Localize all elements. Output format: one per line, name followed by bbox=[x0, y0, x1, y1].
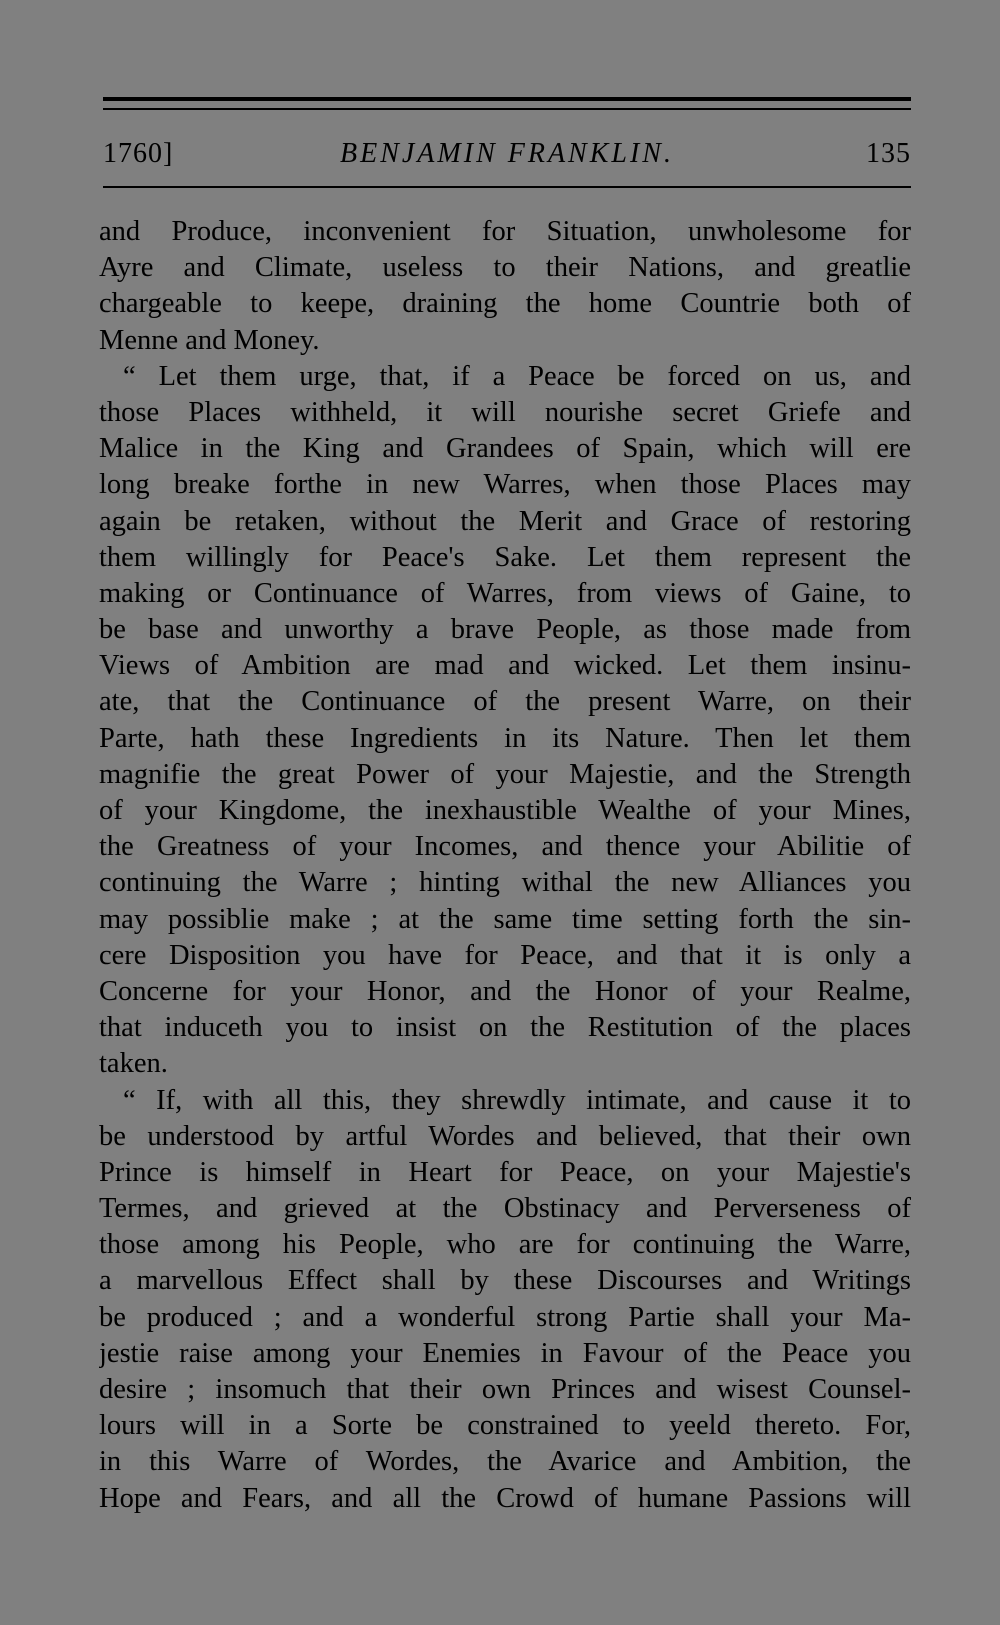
text-line: Termes, and grieved at the Obstinacy and Perverseness of bbox=[99, 1193, 911, 1225]
text-line: long breake forthe in new Warres, when those Places may bbox=[99, 469, 911, 501]
text-line: be produced ; and a wonderful strong Partie shall your Ma- bbox=[99, 1301, 911, 1333]
text-line: ate, that the Continuance of the present Warre, on their bbox=[99, 686, 911, 718]
text-line: be understood by artful Wordes and believed, that their own bbox=[99, 1120, 911, 1152]
text-line: Parte, hath these Ingredients in its Nature. Then let them bbox=[99, 722, 911, 754]
text-line: cere Disposition you have for Peace, and that it is only a bbox=[99, 939, 911, 971]
text-line: those among his People, who are for continuing the Warre, bbox=[99, 1229, 911, 1261]
running-head bbox=[103, 134, 911, 174]
running-head-year: 1760] bbox=[103, 138, 174, 169]
text-line: taken. bbox=[99, 1048, 168, 1080]
text-line: lours will in a Sorte be constrained to yeeld thereto. For, bbox=[99, 1410, 911, 1442]
text-line: making or Continuance of Warres, from views of Gaine, to bbox=[99, 577, 911, 609]
running-head-title: BENJAMIN FRANKLIN. bbox=[340, 138, 674, 169]
text-line: “ If, with all this, they shrewdly intimate, and cause it to bbox=[123, 1084, 911, 1116]
text-line: in this Warre of Wordes, the Avarice and Ambition, the bbox=[99, 1446, 911, 1478]
text-line: them willingly for Peace's Sake. Let them represent the bbox=[99, 541, 911, 573]
text-line: Views of Ambition are mad and wicked. Let them insinu- bbox=[99, 650, 911, 682]
text-line: continuing the Warre ; hinting withal the new Alliances you bbox=[99, 867, 911, 899]
text-line: magnifie the great Power of your Majestie, and the Strength bbox=[99, 758, 911, 790]
page-number: 135 bbox=[866, 138, 911, 169]
text-line: Menne and Money. bbox=[99, 324, 320, 356]
text-line: “ Let them urge, that, if a Peace be forced on us, and bbox=[123, 360, 911, 392]
text-line: those Places withheld, it will nourishe secret Griefe and bbox=[99, 396, 911, 428]
text-line: Concerne for your Honor, and the Honor of your Realme, bbox=[99, 975, 911, 1007]
text-line: be base and unworthy a brave People, as those made from bbox=[99, 614, 911, 646]
text-line: Prince is himself in Heart for Peace, on your Majestie's bbox=[99, 1156, 911, 1188]
text-line: Hope and Fears, and all the Crowd of humane Passions will bbox=[99, 1482, 911, 1514]
text-line: and Produce, inconvenient for Situation, unwholesome for bbox=[99, 216, 911, 247]
text-line: again be retaken, without the Merit and Grace of restoring bbox=[99, 505, 911, 537]
header-rule-bottom bbox=[103, 186, 911, 188]
header-rule-thick bbox=[103, 97, 911, 101]
text-line: desire ; insomuch that their own Princes and wisest Counsel- bbox=[99, 1374, 911, 1405]
header-rule-thin bbox=[103, 108, 911, 110]
body-text bbox=[99, 214, 911, 1517]
text-line: the Greatness of your Incomes, and thence your Abilitie of bbox=[99, 831, 911, 863]
text-line: of your Kingdome, the inexhaustible Wealthe of your Mines, bbox=[99, 795, 911, 826]
text-line: may possiblie make ; at the same time setting forth the sin- bbox=[99, 903, 911, 935]
text-line: that induceth you to insist on the Restitution of the places bbox=[99, 1012, 911, 1044]
text-line: chargeable to keepe, draining the home Countrie both of bbox=[99, 288, 911, 320]
text-line: Malice in the King and Grandees of Spain, which will ere bbox=[99, 433, 911, 465]
text-line: a marvellous Effect shall by these Discourses and Writings bbox=[99, 1265, 911, 1297]
text-line: jestie raise among your Enemies in Favour of the Peace you bbox=[99, 1337, 911, 1369]
text-line: Ayre and Climate, useless to their Nations, and greatlie bbox=[99, 252, 911, 284]
